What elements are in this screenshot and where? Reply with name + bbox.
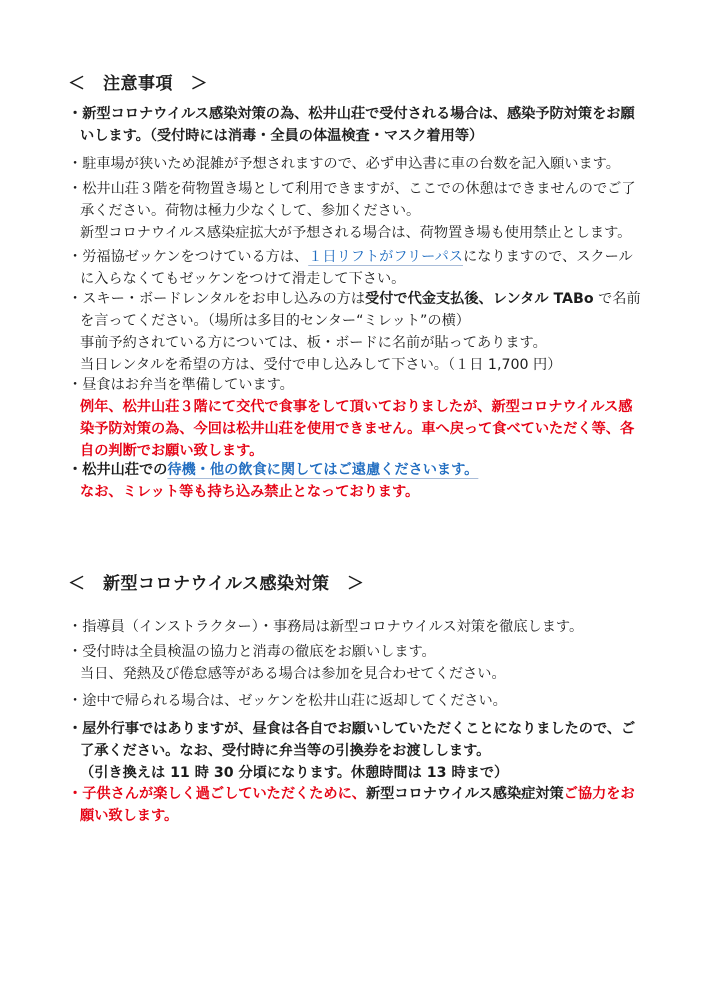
notes-item-3-line-2: 承ください。荷物は極力少なくして、参加ください。	[80, 203, 421, 219]
notes-item-5-line-2: を言ってください。（場所は多目的センター“ミレット”の横）	[80, 313, 470, 329]
notes-item-3-line-3: 新型コロナウイルス感染症拡大が予想される場合は、荷物置き場も使用禁止とします。	[80, 225, 632, 241]
covid-heading: ＜ 新型コロナウイルス感染対策 ＞	[68, 574, 365, 594]
notes-text: ・労福協ゼッケンをつけている方は、	[68, 249, 309, 265]
covid-item-5-line-1	[68, 783, 635, 805]
notes-text: ・松井山荘での	[68, 462, 168, 478]
covid-text: 新型コロナウイルス感染症対策	[365, 786, 564, 802]
covid-item-4-line-3: （引き換えは 11 時 30 分頃になります。休憩時間は 13 時まで）	[80, 765, 509, 781]
notes-item-5-line-4: 当日レンタルを希望の方は、受付で申し込みして下さい。（１日 1,700 円）	[80, 357, 562, 373]
notes-item-7-line-1	[68, 459, 478, 481]
notes-item-1	[68, 103, 635, 147]
covid-item-3	[68, 690, 507, 712]
notes-item-6	[68, 374, 634, 462]
covid-item-5-line-2: 願い致します。	[80, 808, 179, 824]
notes-text: ・スキー・ボードレンタルをお申し込みの方は	[68, 291, 366, 307]
notes-item-1-line-1: ・新型コロナウイルス感染対策の為、松井山荘で受付される場合は、感染予防対策をお願	[68, 106, 635, 122]
notes-item-5-line-3: 事前予約されている方については、板・ボードに名前が貼ってあります。	[80, 335, 547, 351]
notes-heading: ＜ 注意事項 ＞	[68, 74, 208, 94]
notes-item-5-line-1	[68, 288, 641, 310]
lunch-warning-line-1: 例年、松井山荘３階にて交代で食事をして頂いておりましたが、新型コロナウイルス感	[80, 399, 633, 415]
covid-item-1	[68, 616, 583, 638]
covid-item-2-line-1: ・受付時は全員検温の協力と消毒の徹底をお願いします。	[68, 644, 436, 660]
covid-item-4-line-2: 了承ください。なお、受付時に弁当等の引換券をお渡しします。	[80, 743, 491, 759]
notes-item-5	[68, 288, 641, 376]
covid-item-5	[68, 783, 635, 827]
notes-item-7-line-2: なお、ミレット等も持ち込み禁止となっております。	[80, 484, 420, 500]
notes-item-3-line-1: ・松井山荘３階を荷物置き場として利用できますが、ここでの休憩はできませんのでご了	[68, 181, 636, 197]
covid-text-red: ・子供さんが楽しく過ごしていただくために、	[68, 786, 366, 802]
notes-item-6-line-1: ・昼食はお弁当を準備しています。	[68, 377, 294, 393]
notes-item-4	[68, 246, 633, 290]
lunch-warning-line-2: 染予防対策の為、今回は松井山荘を使用できません。車へ戻って食べていただく等、各	[80, 421, 635, 437]
rental-payment-emphasis: 受付で代金支払後、レンタル TABo	[365, 291, 594, 307]
waiting-restriction-highlight: 待機・他の飲食に関してはご遠慮くださいます。	[167, 462, 479, 478]
notes-item-3	[68, 178, 636, 244]
covid-text-red: ご協力をお	[563, 786, 635, 802]
covid-item-2-line-2: 当日、発熱及び倦怠感等がある場合は参加を見合わせてください。	[80, 666, 506, 682]
covid-item-2	[68, 641, 506, 685]
notes-text: になりますので、スクール	[463, 249, 633, 265]
lunch-warning-line-3: 自の判断でお願い致します。	[80, 443, 264, 459]
notes-text: で名前	[593, 291, 641, 307]
notes-item-2	[68, 153, 620, 175]
free-pass-highlight: １日リフトがフリーパス	[308, 249, 463, 265]
notes-item-4-line-2: に入らなくてもゼッケンをつけて滑走して下さい。	[80, 271, 406, 287]
covid-item-4-line-1: ・屋外行事ではありますが、昼食は各自でお願いしていただくことになりましたので、ご	[68, 721, 636, 737]
notes-item-1-line-2: いします。（受付時には消毒・全員の体温検査・マスク着用等）	[80, 128, 484, 144]
covid-item-4	[68, 718, 635, 784]
covid-item-3-line-1: ・途中で帰られる場合は、ゼッケンを松井山荘に返却してください。	[68, 693, 507, 709]
notes-item-7	[68, 459, 478, 503]
covid-item-1-line-1: ・指導員（インストラクター）・事務局は新型コロナウイルス対策を徹底します。	[68, 619, 584, 635]
notes-item-2-line-1: ・駐車場が狭いため混雑が予想されますので、必ず申込書に車の台数を記入願います。	[68, 156, 620, 172]
notes-item-4-line-1	[68, 246, 633, 268]
